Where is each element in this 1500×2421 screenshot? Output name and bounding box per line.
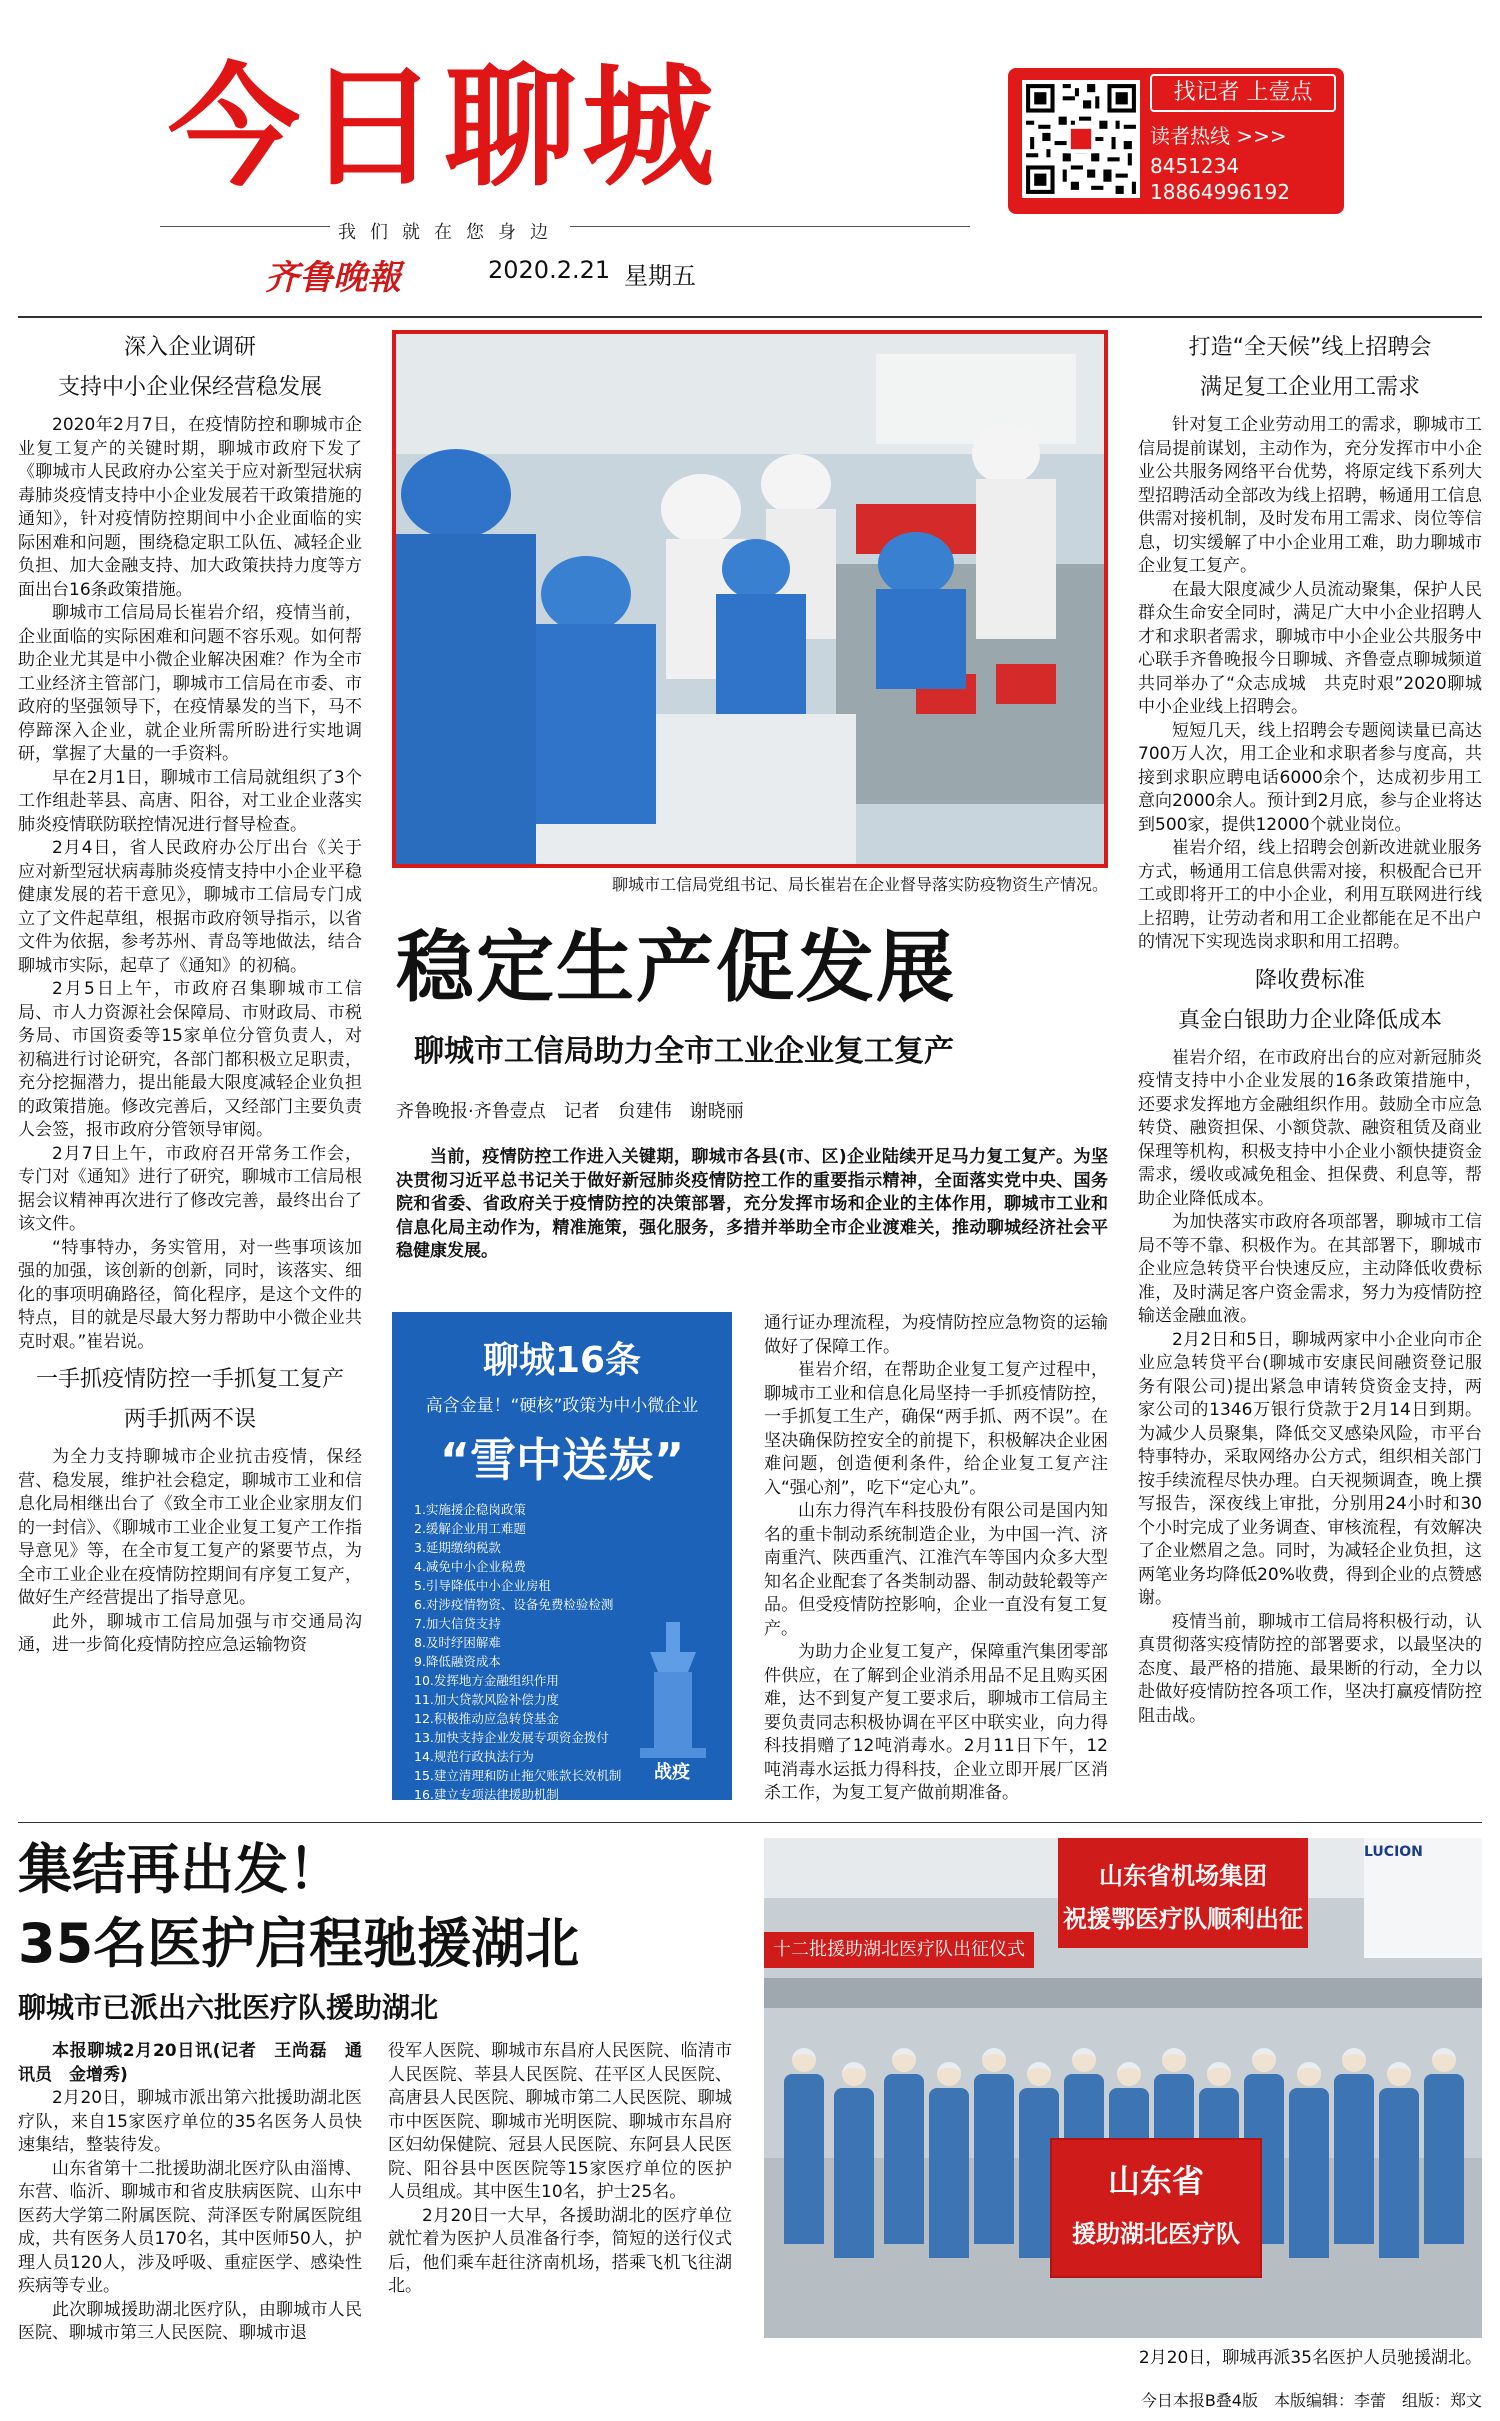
qr-code-icon[interactable] [1022, 80, 1140, 198]
bottom-col-1 [18, 2040, 362, 2366]
paragraph: 2月2日和5日，聊城两家中小企业向市企业应急转贷平台(聊城市安康民间融资登记服务有限公司)提出紧急申请转贷资金支持，两家公司的1346万银行贷款于2月14日到期。为减少人员聚集，降低交叉感染风险，市平台特事特办，采取网络办公方式，组织相关部门按手续流程尽快办理。白天视频调查，晚上撰写报告，深夜线上审批，分别用24小时和30个小时完成了业务调查、审核流程，有效解决了企业燃眉之急。同时，为减轻企业负担，这两笔业务均降低20%收费，得到企业的点赞感谢。 [1138, 1329, 1482, 1608]
paragraph: 役军人医院、聊城市东昌府人民医院、临清市人民医院、莘县人民医院、茌平区人民医院、高唐县人民医院、聊城市第二人民医院、聊城市中医医院、聊城市光明医院、聊城市东昌府区妇幼保健院、冠县人民医院、东阿县人民医院、阳谷县中医医院等15家医疗单位的医护人员组成。其中医生10名，护士25名。 [388, 2041, 732, 2202]
medical-team-photo-caption: 2月20日，聊城再派35名医护人员驰援湖北。 [1138, 2348, 1482, 2368]
left-heading-3: 一手抓疫情防控一手抓复工复产 [35, 1367, 344, 1392]
right-heading-4: 真金白银助力企业降低成本 [1177, 1007, 1442, 1033]
airport-banner-line-2: 祝援鄂医疗队顺利出征 [1063, 1905, 1303, 1933]
paragraph: 2月5日上午，市政府召集聊城市工信局、市人力资源社会保障局、市财政局、市税务局、市国资委等15家单位分管负责人，对初稿进行讨论研究，各部门都积极立足职责，充分挖掘潜力，提出能最大限度减轻企业负担的政策措施。修改完善后，又经部门主要负责人会签，报市政府分管领导审阅。 [18, 979, 362, 1140]
bottom-subheadline: 聊城市已派出六批医疗队援助湖北 [18, 1991, 439, 2024]
poster-list-item: 8.及时纾困解难 [414, 1635, 501, 1650]
poster-title: 聊城16条 [482, 1340, 642, 1381]
team-member-figure [1334, 2048, 1374, 2278]
poster-list-item: 4.减免中小企业税费 [414, 1559, 526, 1574]
paragraph: 为加快落实市政府各项部署，聊城市工信局不等不靠、积极作为。在其部署下，聊城市企业应急转贷平台快速反应，主动降低收费标准，及时满足客户资金需求，努力为疫情防控输送金融血液。 [1138, 1212, 1482, 1326]
main-story-body [764, 1312, 1108, 1803]
left-heading-2: 支持中小企业保经营稳发展 [57, 375, 322, 400]
bottom-headline-1: 集结再出发！ [18, 1838, 342, 1901]
airport-banner-line-1: 山东省机场集团 [1099, 1862, 1267, 1890]
right-heading-1: 打造“全天候”线上招聘会 [1188, 335, 1432, 360]
right-heading-3: 降收费标准 [1254, 967, 1365, 993]
airport-banner [1058, 1838, 1308, 1948]
poster-list-item: 12.积极推动应急转贷基金 [414, 1711, 559, 1726]
team-member-figure [1289, 2062, 1329, 2292]
left-body-2 [18, 1446, 362, 1658]
factory-photo-caption: 聊城市工信局党组书记、局长崔岩在企业督导落实防疫物资生产情况。 [611, 875, 1108, 894]
left-article [18, 328, 362, 1818]
paragraph: 疫情当前，聊城市工信局将积极行动，认真贯彻落实疫情防控的部署要求，以最坚决的态度、最严格的措施、最果断的行动，全力以赴做好疫情防控各项工作，坚决打赢疫情防控阻击战。 [1138, 1611, 1482, 1726]
poster-list-item: 3.延期缴纳税款 [414, 1540, 501, 1555]
factory-photo-image [396, 334, 1104, 864]
bottom-col-2-text [388, 2040, 732, 2299]
paragraph: 2月4日，省人民政府办公厅出台《关于应对新型冠状病毒肺炎疫情支持中小企业平稳健康发展的若干意见》，聊城市工信局专门成立了文件起草组，根据市政府领导指示，以省文件为依据，参考苏州、青岛等地做法，结合聊城市实际，起草了《通知》的初稿。 [18, 838, 362, 976]
poster-list-item: 13.加快支持企业发展专项资金拨付 [414, 1730, 609, 1745]
bottom-byline: 本报聊城2月20日讯(记者 王尚磊 通讯员 金增秀) [18, 2041, 362, 2085]
team-banner [1050, 2138, 1262, 2278]
team-banner-line-1: 山东省 [1107, 2162, 1204, 2200]
paragraph: 崔岩介绍，在市政府出台的应对新冠肺炎疫情支持中小企业发展的16条政策措施中，还要求发挥地方金融组织作用。鼓励全市应急转贷、融资担保、小额贷款、融资租赁及商业保理等机构，积极支持中小企业小额快捷资金需求，缓收或减免租金、担保费、利息等，帮助企业降低成本。 [1138, 1047, 1482, 1209]
paragraph: 2月20日一大早，各援助湖北的医疗单位就忙着为医护人员准备行李，简短的送行仪式后，他们乘车赶往济南机场，搭乘飞机飞往湖北。 [388, 2205, 732, 2296]
factory-photo [392, 330, 1108, 868]
ad-logo: LUCION [1364, 1844, 1423, 1860]
paragraph: 此外，聊城市工信局加强与市交通局沟通，进一步简化疫情防控应急运输物资 [18, 1611, 362, 1655]
slogan: 我们就在您身边 [330, 218, 570, 244]
hotline-number-2[interactable]: 18864996192 [1150, 180, 1290, 204]
team-member-figure [834, 2062, 874, 2292]
section-divider [18, 1822, 1482, 1823]
team-member-figure [884, 2048, 924, 2278]
paragraph: 2月20日，聊城市派出第六批援助湖北医疗队，来自15家医疗单位的35名医务人员快速集结，整装待发。 [18, 2088, 362, 2155]
brand-logo: 齐鲁晚報 [265, 258, 401, 298]
paragraph: 山东力得汽车科技股份有限公司是国内知名的重卡制动系统制造企业，为中国一汽、济南重汽、陕西重汽、江淮汽车等国内众多大型知名企业配套了各类制动器、制动鼓轮毂等产品。但受疫情防控影响，企业一直没有复工复产。 [764, 1501, 1108, 1639]
left-heading-1: 深入企业调研 [123, 335, 256, 360]
poster-list-item: 14.规范行政执法行为 [414, 1749, 534, 1764]
paragraph: “特事特办，务实管用，对一些事项该加强的加强，该创新的创新，同时，该落实、细化的事项明确路径，简化程序，是这个文件的特点，目的就是尽最大努力帮助中小微企业共克时艰。”崔岩说。 [18, 1237, 362, 1352]
hotline-title: 找记者 上壹点 [1150, 74, 1336, 112]
bottom-col-1-text [18, 2040, 362, 2346]
issue-weekday: 星期五 [624, 262, 696, 290]
main-lead: 当前，疫情防控工作进入关键期，聊城市各县(市、区)企业陆续开足马力复工复产。为坚决贯彻习近平总书记关于做好新冠肺炎疫情防控工作的重要指示精神，全面落实党中央、国务院和省委、省政府关于疫情防控的决策部署，充分发挥市场和企业的主体作用，聊城市工业和信息化局主动作为，精准施策，强化服务，多措并举助全市企业渡难关，推动聊城经济社会平稳健康发展。 [396, 1147, 1108, 1261]
poster-list-item: 7.加大信贷支持 [414, 1616, 501, 1631]
paragraph: 在最大限度减少人员流动聚集，保护人民群众生命安全同时，满足广大中小企业招聘人才和求职者需求，聊城市中小企业公共服务中心联手齐鲁晚报今日聊城、齐鲁壹点聊城频道共同举办了“众志成城 共克时艰”2020聊城中小企业线上招聘会。 [1138, 579, 1482, 717]
bottom-headline-2: 35名医护启程驰援湖北 [18, 1912, 580, 1975]
poster-list-item: 11.加大贷款风险补偿力度 [414, 1692, 559, 1707]
paragraph: 2020年2月7日，在疫情防控和聊城市企业复工复产的关键时期，聊城市政府下发了《聊城市人民政府办公室关于应对新型冠状病毒肺炎疫情支持中小企业发展若干政策措施的通知》，针对疫情防控期间中小企业面临的实际困难和问题，围绕稳定职工队伍、减轻企业负担、加大金融支持、加大政策扶持力度等方面出台16条政策措施。 [18, 415, 362, 600]
paragraph: 针对复工企业劳动用工的需求，聊城市工信局提前谋划，主动作为，充分发挥市中小企业公共服务网络平台优势，将原定线下系列大型招聘活动全部改为线上招聘，畅通用工信息供需对接机制，及时发布用工需求、岗位等信息，切实缓解了中小企业用工难，助力聊城市企业复工复产。 [1138, 415, 1482, 576]
team-member-figure [974, 2048, 1014, 2278]
right-article [1138, 328, 1482, 1818]
poster-list-item: 10.发挥地方金融组织作用 [414, 1673, 559, 1688]
issue-date: 2020.2.21 [488, 256, 611, 284]
main-body [764, 1312, 1108, 1806]
paragraph: 崔岩介绍，在帮助企业复工复产过程中，聊城市工业和信息化局坚持一手抓疫情防控，一手抓复工生产，确保“两手抓、两不误”。在坚决确保防控安全的前提下，积极解决企业困难问题，创造便利条件，给企业复工复产注入“强心剂”，吃下“定心丸”。 [764, 1360, 1108, 1498]
hotline-label: 读者热线 >>> [1150, 124, 1287, 148]
poster-list-item: 6.对涉疫情物资、设备免费检验检测 [414, 1597, 614, 1612]
medical-team-photo [764, 1838, 1482, 2338]
right-body-1 [1138, 414, 1482, 955]
main-headline: 稳定生产促发展 [396, 923, 957, 1013]
team-member-figure [1379, 2062, 1419, 2292]
paragraph: 聊城市工信局局长崔岩介绍，疫情当前，企业面临的实际困难和问题不容乐观。如何帮助企业尤其是中小微企业解决困难？作为全市工业经济主管部门，聊城市工信局在市委、市政府的坚强领导下，在疫情暴发的当下，马不停蹄深入企业，就企业所需所盼进行实地调研，掌握了大量的一手资料。 [18, 603, 362, 764]
paragraph: 为助力企业复工复产，保障重汽集团零部件供应，在了解到企业消杀用品不足且购买困难，达不到复产复工要求后，聊城市工信局主要负责同志积极协调在平区中联实业，向力得科技捐赠了12吨消毒水。2月11日下午，12吨消毒水运抵力得科技，企业立即开展厂区消杀工作，为复工复产做前期准备。 [764, 1642, 1108, 1803]
paragraph: 此次聊城援助湖北医疗队，由聊城市人民医院、聊城市第三人民医院、聊城市退 [18, 2299, 362, 2343]
masthead-divider [18, 316, 1482, 318]
paragraph: 2月7日上午，市政府召开常务工作会，专门对《通知》进行了研究，聊城市工信局根据会议精神再次进行了修改完善，最终出台了该文件。 [18, 1143, 362, 1234]
right-body-2 [1138, 1047, 1482, 1729]
team-member-figure [1424, 2048, 1464, 2278]
bottom-col-2 [388, 2040, 732, 2366]
poster-subtitle: 高含金量！“硬核”政策为中小微企业 [425, 1396, 699, 1416]
team-banner-line-2: 援助湖北医疗队 [1072, 2219, 1240, 2248]
right-heading-2: 满足复工企业用工需求 [1199, 375, 1420, 400]
poster-big-slogan: “雪中送炭” [439, 1433, 685, 1487]
paragraph: 短短几天，线上招聘会专题阅读量已高达700万人次，用工企业和求职者参与度高，共接到求职应聘电话6000余个，达成初步用工意向2000余人。预计到2月底，参与企业将达到500家，提供12000个就业岗位。 [1138, 720, 1482, 835]
paragraph: 早在2月1日，聊城市工信局就组织了3个工作组赴莘县、高唐、阳谷，对工业企业落实肺炎疫情联防联控情况进行督导检查。 [18, 767, 362, 835]
poster-list-item: 1.实施援企稳岗政策 [414, 1502, 526, 1517]
paragraph: 通行证办理流程，为疫情防控应急物资的运输做好了保障工作。 [764, 1313, 1108, 1357]
paragraph: 崔岩介绍，线上招聘会创新改进就业服务方式，畅通用工信息供需对接，积极配合已开工或即将开工的中小企业，利用互联网进行线上招聘，让劳动者和用工企业都能在足不出户的情况下实现选岗求职和用工招聘。 [1138, 838, 1482, 952]
left-body-1 [18, 414, 362, 1354]
team-member-figure [929, 2062, 969, 2292]
poster-list-item: 15.建立清理和防止拖欠账款长效机制 [414, 1768, 622, 1783]
ceremony-banner: 十二批援助湖北医疗队出征仪式 [764, 1932, 1034, 1968]
poster-list-item: 9.降低融资成本 [414, 1654, 501, 1669]
poster-list-item: 2.缓解企业用工难题 [414, 1521, 526, 1536]
team-member-figure [784, 2048, 824, 2278]
main-subheadline: 聊城市工信局助力全市工业企业复工复产 [414, 1034, 954, 1069]
poster-list-item: 16.建立专项法律援助机制 [414, 1787, 559, 1802]
masthead-title: 今日聊城 [168, 51, 720, 205]
poster-tag: 战疫 [654, 1762, 690, 1783]
paragraph: 山东省第十二批援助湖北医疗队由淄博、东营、临沂、聊城市和省皮肤病医院、山东中医药大学第二附属医院、菏泽医专附属医院组成，共有医务人员170名，其中医师50人，护理人员120人，涉及呼吸、重症医学、感染性疾病等专业。 [18, 2158, 362, 2296]
hotline-number-1[interactable]: 8451234 [1150, 154, 1240, 178]
left-heading-4: 两手抓两不误 [123, 1407, 256, 1432]
tower-icon [630, 1612, 716, 1762]
main-byline: 齐鲁晚报·齐鲁壹点 记者 贠建伟 谢晓丽 [396, 1101, 744, 1122]
paragraph: 为全力支持聊城市企业抗击疫情，保经营、稳发展，维护社会稳定，聊城市工业和信息化局相继出台了《致全市工业企业家朋友们的一封信》、《聊城市工业企业复工复产工作指导意见》等，在全市复工复产的紧要节点，为全市工业企业在疫情防控期间有序复工复产，做好生产经营提出了指导意见。 [18, 1447, 362, 1608]
policy-poster [392, 1312, 732, 1800]
poster-list-item: 5.引导降低中小企业房租 [414, 1578, 551, 1593]
page-footer: 今日本报B叠4版 本版编辑：李蕾 组版：郑文 [1140, 2391, 1482, 2410]
